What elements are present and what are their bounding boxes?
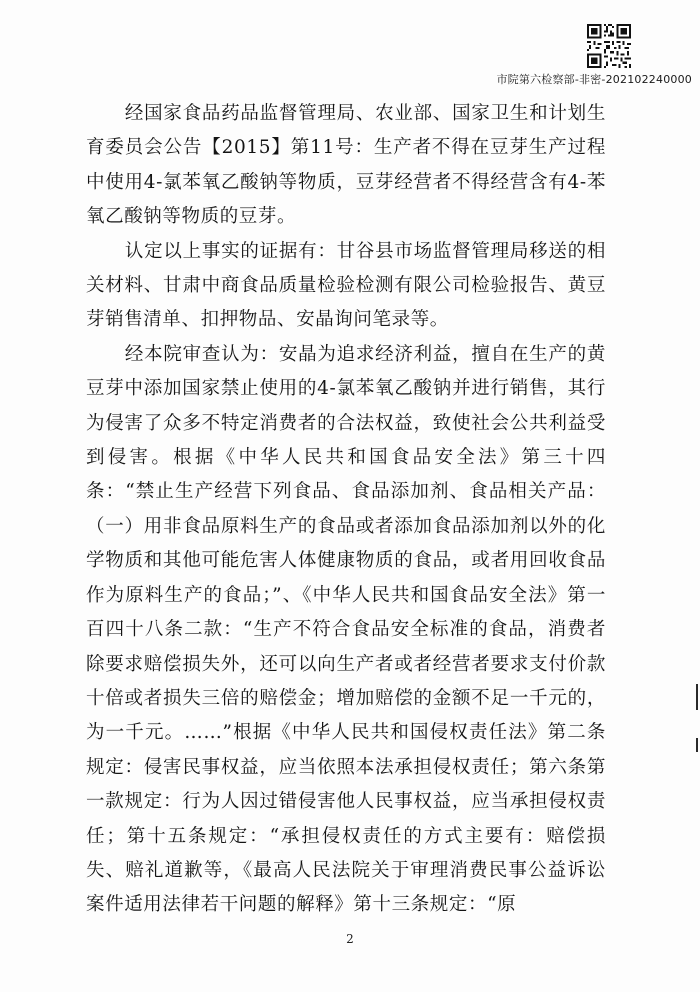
paragraph-announcement: 经国家食品药品监督管理局、农业部、国家卫生和计划生育委员会公告【2015】第11号：生产者不得在豆芽生产过程中使用4-氯苯氧乙酸钠等物质，豆芽经营者不得经营含有4-苯氧乙酸钠等物质的豆芽。 [86,103,606,228]
scan-edge-mark [696,738,698,752]
qr-code-icon [587,24,631,68]
page-number: 2 [346,932,354,946]
paragraph-evidence: 认定以上事实的证据有：甘谷县市场监督管理局移送的相关材料、甘肃中商食品质量检验检测有限公司检验报告、黄豆芽销售清单、扣押物品、安晶询问笔录等。 [86,240,606,331]
scan-edge-mark [696,684,698,710]
document-reference-number: 市院第六检察部-非密-202102240000 [496,73,692,86]
paragraph-review-opinion: 经本院审查认为：安晶为追求经济利益，擅自在生产的黄豆芽中添加国家禁止使用的4-氯苯氧乙酸钠并进行销售，其行为侵害了众多不特定消费者的合法权益，致使社会公共利益受到侵害。根据《中华人民共和国食品安全法》第三十四条：“禁止生产经营下列食品、食品添加剂、食品相关产品：（一）用非食品原料生产的食品或者添加食品添加剂以外的化学物质和其他可能危害人体健康物质的食品，或者用回收食品作为原料生产的食品；”、《中华人民共和国食品安全法》第一百四十八条二款：“生产不符合食品安全标准的食品，消费者除要求赔偿损失外，还可以向生产者或者经营者要求支付价款十倍或者损失三倍的赔偿金；增加赔偿的金额不足一千元的，为一千元。……”根据《中华人民共和国侵权责任法》第二条规定：侵害民事权益，应当依照本法承担侵权责任；第六条第一款规定：行为人因过错侵害他人民事权益，应当承担侵权责任；第十五条规定：“承担侵权责任的方式主要有：赔偿损失、赔礼道歉等，《最高人民法院关于审理消费民事公益诉讼案件适用法律若干问题的解释》第十三条规定：“原 [86,343,606,916]
document-body [86,97,606,923]
